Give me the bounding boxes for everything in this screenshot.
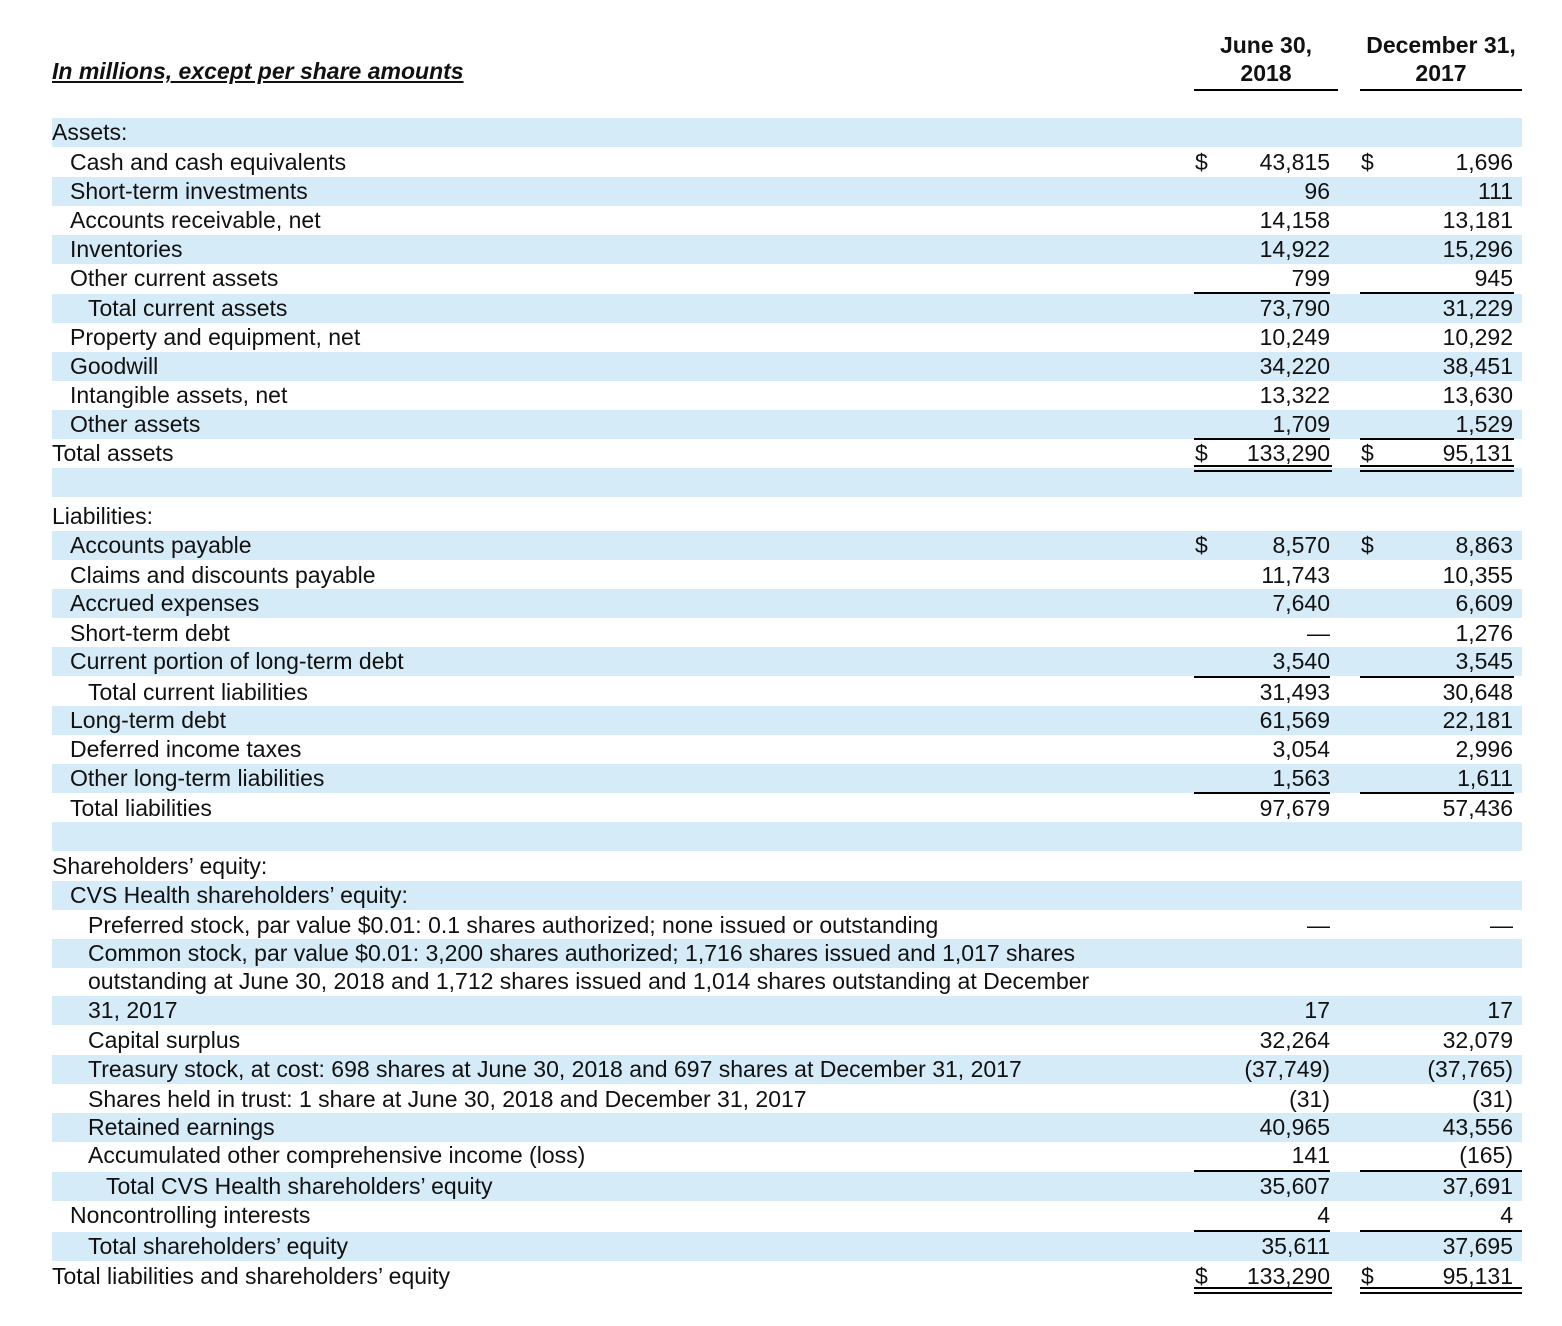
currency-symbol: $ (1361, 149, 1374, 175)
value-june-2018: 14,922 (1259, 236, 1330, 262)
value-december-2017: 31,229 (1442, 295, 1513, 321)
row-label: Total liabilities and shareholders’ equity (52, 1263, 451, 1289)
value-june-2018: 8,570 (1272, 532, 1330, 558)
subtotal-rule (1360, 1230, 1522, 1232)
subtotal-rule (1360, 292, 1514, 294)
row-label: Total current assets (88, 295, 288, 321)
value-december-2017: 57,436 (1442, 795, 1513, 821)
table-row (52, 911, 1522, 940)
value-june-2018: 10,249 (1259, 324, 1330, 350)
table-row (52, 561, 1522, 590)
value-june-2018: 32,264 (1259, 1027, 1330, 1053)
value-june-2018: 7,640 (1272, 590, 1330, 616)
row-label: Total shareholders’ equity (88, 1233, 348, 1259)
row-label: Total CVS Health shareholders’ equity (106, 1173, 493, 1199)
table-row (52, 589, 1522, 618)
value-june-2018: 3,540 (1272, 648, 1330, 674)
value-june-2018: 799 (1291, 265, 1330, 291)
table-row (52, 148, 1522, 177)
value-june-2018: 4 (1317, 1202, 1330, 1228)
value-december-2017: (37,765) (1427, 1056, 1513, 1082)
table-row (52, 410, 1522, 439)
value-june-2018: 96 (1304, 178, 1330, 204)
row-label: Accrued expenses (70, 590, 260, 616)
value-december-2017: 10,292 (1442, 324, 1513, 350)
row-label: Accounts receivable, net (70, 207, 321, 233)
value-december-2017: 2,996 (1455, 736, 1513, 762)
subtotal-rule (1194, 438, 1330, 440)
column-header-line2: 2018 (1240, 60, 1292, 86)
column-header-december-2017 (1360, 31, 1522, 91)
value-june-2018: — (1307, 912, 1330, 938)
row-label: Other assets (70, 411, 201, 437)
value-december-2017: 37,695 (1442, 1233, 1513, 1259)
row-label: Goodwill (70, 353, 159, 379)
value-june-2018: 40,965 (1259, 1114, 1330, 1140)
value-december-2017: 43,556 (1442, 1114, 1513, 1140)
total-double-rule (1360, 465, 1514, 472)
value-december-2017: (31) (1472, 1086, 1513, 1112)
table-caption: In millions, except per share amounts (52, 58, 464, 84)
value-december-2017: 945 (1474, 265, 1513, 291)
table-row (52, 1055, 1522, 1084)
table-row (52, 439, 1522, 468)
table-row (52, 996, 1522, 1025)
value-december-2017: 17 (1487, 997, 1513, 1023)
value-december-2017: — (1490, 912, 1513, 938)
value-june-2018: 141 (1291, 1142, 1330, 1168)
subtotal-rule (1194, 1230, 1330, 1232)
table-row (52, 468, 1522, 497)
value-december-2017: (165) (1459, 1142, 1513, 1168)
value-december-2017: 1,696 (1455, 149, 1513, 175)
table-row (52, 967, 1522, 996)
value-june-2018: 35,611 (1261, 1233, 1330, 1259)
column-header-line1: December 31, (1366, 32, 1516, 58)
subtotal-rule (1360, 792, 1514, 794)
currency-symbol: $ (1195, 440, 1208, 466)
row-label: Shares held in trust: 1 share at June 30, 2018 and December 31, 2017 (88, 1086, 807, 1112)
row-label: Property and equipment, net (70, 324, 361, 350)
value-june-2018: 73,790 (1259, 295, 1330, 321)
value-december-2017: 22,181 (1442, 707, 1513, 733)
table-row (52, 1113, 1522, 1142)
row-label: Preferred stock, par value $0.01: 0.1 shares authorized; none issued or outstanding (88, 912, 939, 938)
value-december-2017: 15,296 (1442, 236, 1513, 262)
value-june-2018: 1,563 (1272, 765, 1330, 791)
value-june-2018: 133,290 (1246, 1263, 1330, 1289)
row-label: Treasury stock, at cost: 698 shares at June 30, 2018 and 697 shares at December 31, 2017 (88, 1056, 1022, 1082)
value-june-2018: — (1307, 620, 1330, 646)
row-label: 31, 2017 (88, 997, 178, 1023)
table-row (52, 381, 1522, 410)
row-label: Other long-term liabilities (70, 765, 325, 791)
row-label: Short-term investments (70, 178, 308, 204)
table-row (52, 531, 1522, 560)
table-row (52, 1172, 1522, 1201)
value-june-2018: 35,607 (1259, 1173, 1330, 1199)
total-double-rule (1360, 1287, 1522, 1294)
subtotal-rule (1360, 676, 1514, 678)
value-june-2018: 1,709 (1272, 411, 1330, 437)
value-december-2017: 111 (1478, 178, 1513, 204)
value-june-2018: 13,322 (1259, 382, 1330, 408)
table-row (52, 794, 1522, 823)
subtotal-rule (1194, 792, 1330, 794)
table-row (52, 323, 1522, 352)
row-label: Retained earnings (88, 1114, 275, 1140)
row-label: Noncontrolling interests (70, 1202, 311, 1228)
table-row (52, 1026, 1522, 1055)
currency-symbol: $ (1361, 440, 1374, 466)
table-row (52, 1085, 1522, 1114)
currency-symbol: $ (1195, 1263, 1208, 1289)
value-december-2017: 4 (1500, 1202, 1513, 1228)
table-row (52, 735, 1522, 764)
table-row (52, 647, 1522, 676)
value-december-2017: 10,355 (1442, 562, 1513, 588)
currency-symbol: $ (1195, 149, 1208, 175)
value-december-2017: 1,529 (1455, 411, 1513, 437)
row-label: Shareholders’ equity: (52, 853, 268, 879)
table-row (52, 939, 1522, 968)
value-june-2018: (37,749) (1244, 1056, 1330, 1082)
value-december-2017: 1,276 (1455, 620, 1513, 646)
value-june-2018: 61,569 (1259, 707, 1330, 733)
column-header-line2: 2017 (1415, 60, 1467, 86)
table-row (52, 1232, 1522, 1261)
value-december-2017: 13,181 (1442, 207, 1513, 233)
row-label: Total assets (52, 440, 174, 466)
row-label: Assets: (52, 119, 128, 145)
row-label: Total liabilities (70, 795, 212, 821)
row-label: Accounts payable (70, 532, 252, 558)
value-june-2018: 11,743 (1261, 562, 1330, 588)
row-label: outstanding at June 30, 2018 and 1,712 shares issued and 1,014 shares outstanding at December (88, 968, 1090, 994)
value-june-2018: 34,220 (1259, 353, 1330, 379)
row-label: Short-term debt (70, 620, 230, 646)
value-december-2017: 1,611 (1457, 765, 1513, 791)
subtotal-rule (1360, 438, 1514, 440)
table-row (52, 235, 1522, 264)
row-label: Other current assets (70, 265, 279, 291)
table-row (52, 206, 1522, 235)
value-december-2017: 37,691 (1442, 1173, 1513, 1199)
value-december-2017: 30,648 (1442, 679, 1513, 705)
row-label: Total current liabilities (88, 679, 308, 705)
value-june-2018: 17 (1304, 997, 1330, 1023)
row-label: Cash and cash equivalents (70, 149, 347, 175)
value-december-2017: 32,079 (1442, 1027, 1513, 1053)
table-row (52, 264, 1522, 293)
table-row (52, 619, 1522, 648)
row-label: Current portion of long-term debt (70, 648, 404, 674)
table-row (52, 294, 1522, 323)
row-label: Deferred income taxes (70, 736, 302, 762)
value-june-2018: 31,493 (1259, 679, 1330, 705)
currency-symbol: $ (1361, 1263, 1374, 1289)
row-label: Accumulated other comprehensive income (loss) (88, 1142, 586, 1168)
value-december-2017: 13,630 (1442, 382, 1513, 408)
value-december-2017: 38,451 (1442, 353, 1513, 379)
subtotal-rule (1360, 1170, 1522, 1172)
table-row (52, 1201, 1522, 1230)
table-row (52, 118, 1522, 147)
value-june-2018: 97,679 (1259, 795, 1330, 821)
value-june-2018: 14,158 (1259, 207, 1330, 233)
row-label: Inventories (70, 236, 183, 262)
row-label: Long-term debt (70, 707, 226, 733)
row-label: Common stock, par value $0.01: 3,200 shares authorized; 1,716 shares issued and 1,017 shares (88, 940, 1076, 966)
value-december-2017: 95,131 (1442, 1263, 1513, 1289)
value-june-2018: 43,815 (1259, 149, 1330, 175)
table-row (52, 852, 1522, 881)
value-december-2017: 8,863 (1455, 532, 1513, 558)
row-label: Intangible assets, net (70, 382, 288, 408)
column-header-june-2018 (1194, 31, 1338, 91)
subtotal-rule (1194, 676, 1330, 678)
table-row (52, 881, 1522, 910)
total-double-rule (1194, 465, 1332, 472)
value-december-2017: 3,545 (1455, 648, 1513, 674)
row-label: Capital surplus (88, 1027, 241, 1053)
subtotal-rule (1194, 292, 1330, 294)
value-december-2017: 6,609 (1455, 590, 1513, 616)
table-row (52, 678, 1522, 707)
table-row (52, 1141, 1522, 1170)
table-row (52, 764, 1522, 793)
value-june-2018: (31) (1289, 1086, 1330, 1112)
column-header-line1: June 30, (1219, 32, 1313, 58)
currency-symbol: $ (1195, 532, 1208, 558)
table-row (52, 177, 1522, 206)
table-row (52, 822, 1522, 851)
total-double-rule (1194, 1287, 1332, 1294)
subtotal-rule (1194, 1170, 1330, 1172)
row-label: Liabilities: (52, 503, 153, 529)
value-june-2018: 133,290 (1246, 440, 1330, 466)
table-row (52, 706, 1522, 735)
row-label: CVS Health shareholders’ equity: (70, 882, 408, 908)
table-row (52, 502, 1522, 531)
value-december-2017: 95,131 (1442, 440, 1513, 466)
value-june-2018: 3,054 (1272, 736, 1330, 762)
row-label: Claims and discounts payable (70, 562, 376, 588)
currency-symbol: $ (1361, 532, 1374, 558)
table-row (52, 352, 1522, 381)
